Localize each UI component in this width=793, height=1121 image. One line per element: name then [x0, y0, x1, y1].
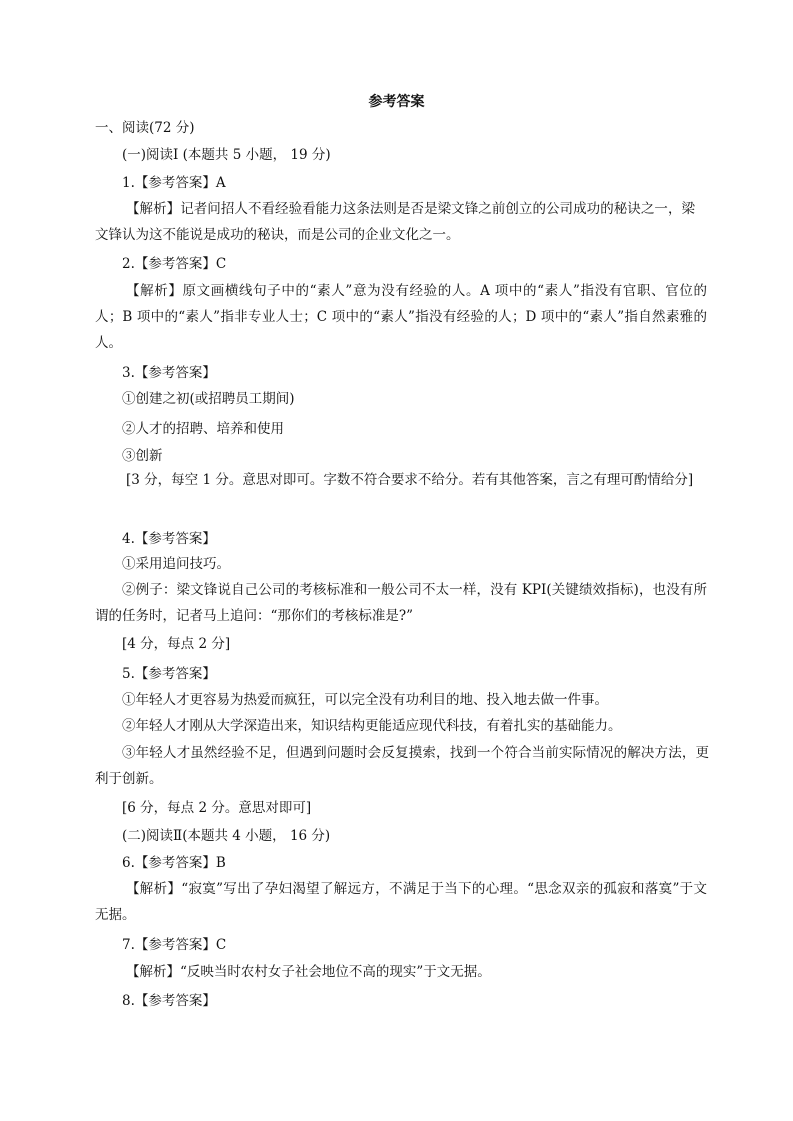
q1-analysis: 【解析】记者问招人不看经验看能力这条法则是否是梁文锋之前创立的公司成功的秘诀之一，梁文锋认为这不能说是成功的秘诀，而是公司的企业文化之一。 [95, 201, 695, 243]
q3-item-1: ①创建之初(或招聘员工期间) [122, 391, 295, 407]
q4-item-2: ②例子：梁文锋说自己公司的考核标准和一般公司不太一样，没有 KPI(关键绩效指标)，也没有所谓的任务时，记者马上追问：“那你们的考核标准是?” [95, 582, 707, 624]
q6-analysis: 【解析】“寂寞”写出了孕妇渴望了解远方，不满足于当下的心理。“思念双亲的孤寂和落寞”于文无据。 [95, 881, 707, 923]
q6-answer: 6.【参考答案】B [122, 855, 226, 871]
q2-analysis: 【解析】原文画横线句子中的“素人”意为没有经验的人。A 项中的“素人”指没有官职、官位的人；B 项中的“素人”指非专业人士；C 项中的“素人”指没有经验的人；D 项中的“素人”指自然素雅的人。 [95, 283, 707, 351]
q5-answer: 5.【参考答案】 [122, 666, 216, 682]
part-heading-reading-1: (一)阅读Ⅰ (本题共 5 小题， 19 分) [122, 147, 331, 163]
q4-answer: 4.【参考答案】 [122, 531, 216, 547]
q7-analysis: 【解析】“反映当时农村女子社会地位不高的现实”于文无据。 [126, 964, 491, 980]
page-title: 参考答案 [368, 94, 425, 110]
q3-item-2: ②人才的招聘、培养和使用 [122, 421, 284, 437]
section-heading-reading: 一、阅读(72 分) [95, 120, 195, 136]
q4-item-1: ①采用追问技巧。 [122, 556, 230, 572]
q5-item-1: ①年轻人才更容易为热爱而疯狂，可以完全没有功利目的地、投入地去做一件事。 [122, 692, 608, 708]
q5-scoring-note: [6 分，每点 2 分。意思对即可] [122, 800, 312, 816]
q5-item-3: ③年轻人才虽然经验不足，但遇到问题时会反复摸索，找到一个符合当前实际情况的解决方法，更利于创新。 [95, 745, 709, 787]
part-heading-reading-2: (二)阅读Ⅱ(本题共 4 小题， 16 分) [122, 828, 331, 844]
q1-answer: 1.【参考答案】A [122, 175, 226, 191]
q3-answer: 3.【参考答案】 [122, 365, 216, 381]
q2-answer: 2.【参考答案】C [122, 256, 227, 272]
q3-item-3: ③创新 [122, 448, 163, 464]
q4-scoring-note: [4 分，每点 2 分] [122, 636, 231, 652]
q8-answer: 8.【参考答案】 [122, 993, 216, 1009]
q3-scoring-note: [3 分，每空 1 分。意思对即可。字数不符合要求不给分。若有其他答案，言之有理可酌情给分] [126, 472, 694, 488]
q5-item-2: ②年轻人才刚从大学深造出来，知识结构更能适应现代科技，有着扎实的基础能力。 [122, 718, 622, 734]
q7-answer: 7.【参考答案】C [122, 937, 227, 953]
